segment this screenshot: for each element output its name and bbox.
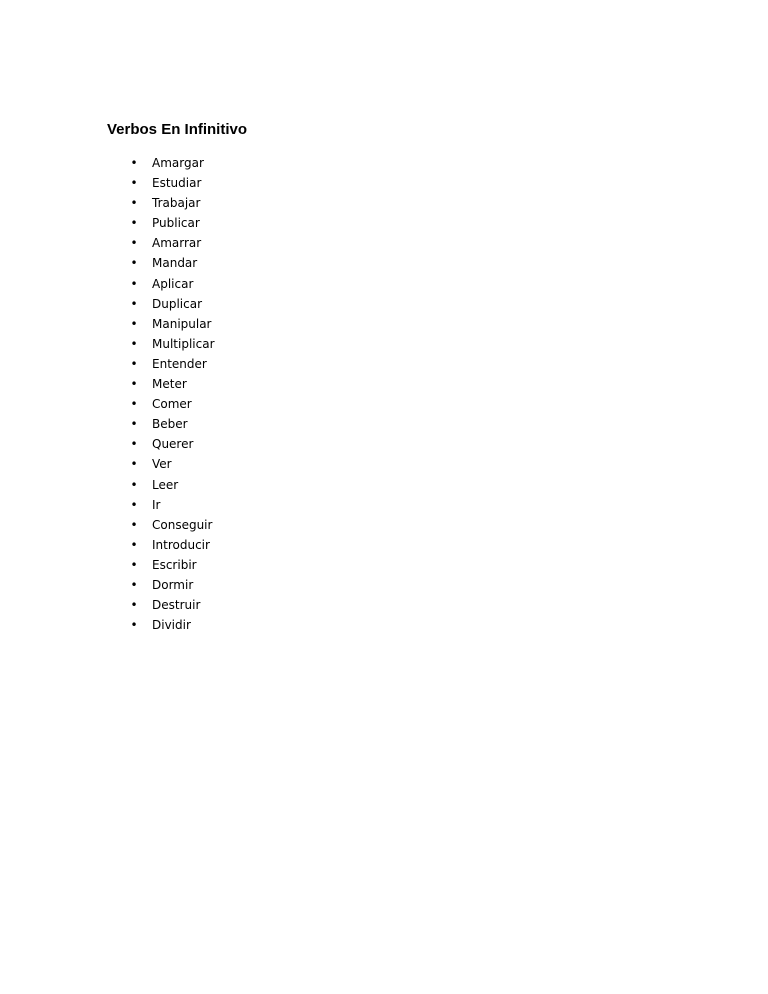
verb-label: Estudiar	[152, 176, 202, 191]
verb-label: Entender	[152, 356, 207, 371]
verb-label: Beber	[152, 417, 188, 432]
verb-label: Ir	[152, 497, 161, 512]
verb-label: Comer	[152, 397, 192, 412]
verb-label: Conseguir	[152, 517, 213, 532]
verb-label: Leer	[152, 477, 179, 492]
bullet-icon: •	[130, 377, 138, 392]
bullet-icon: •	[130, 537, 138, 552]
verb-label: Trabajar	[152, 196, 201, 211]
verb-label: Destruir	[152, 598, 201, 613]
bullet-icon: •	[130, 457, 138, 472]
bullet-icon: •	[130, 196, 138, 211]
verb-label: Querer	[152, 437, 194, 452]
verb-label: Amargar	[152, 156, 204, 170]
verb-label: Dormir	[152, 577, 194, 592]
bullet-icon: •	[130, 296, 138, 311]
bullet-icon: •	[130, 437, 138, 452]
verb-label: Escribir	[152, 557, 197, 572]
document-title: Verbos En Infinitivo	[107, 121, 248, 138]
bullet-icon: •	[130, 156, 138, 170]
bullet-icon: •	[130, 517, 138, 532]
verb-label: Dividir	[152, 618, 191, 633]
bullet-icon: •	[130, 497, 138, 512]
bullet-icon: •	[130, 236, 138, 251]
verb-label: Publicar	[152, 216, 200, 231]
bullet-icon: •	[130, 216, 138, 231]
bullet-icon: •	[130, 417, 138, 432]
bullet-icon: •	[130, 316, 138, 331]
bullet-icon: •	[130, 598, 138, 613]
verb-label: Duplicar	[152, 296, 203, 311]
verb-label: Manipular	[152, 316, 212, 331]
bullet-icon: •	[130, 557, 138, 572]
verb-label: Ver	[152, 457, 172, 472]
bullet-icon: •	[130, 176, 138, 191]
verb-label: Aplicar	[152, 276, 194, 291]
verb-label: Amarrar	[152, 236, 202, 251]
bullet-icon: •	[130, 256, 138, 271]
verb-label: Multiplicar	[152, 336, 215, 351]
verb-label: Mandar	[152, 256, 198, 271]
bullet-icon: •	[130, 276, 138, 291]
bullet-icon: •	[130, 356, 138, 371]
bullet-icon: •	[130, 336, 138, 351]
bullet-icon: •	[130, 618, 138, 633]
verb-label: Introducir	[152, 537, 210, 552]
bullet-icon: •	[130, 577, 138, 592]
verb-label: Meter	[152, 377, 187, 392]
bullet-icon: •	[130, 477, 138, 492]
bullet-icon: •	[130, 397, 138, 412]
